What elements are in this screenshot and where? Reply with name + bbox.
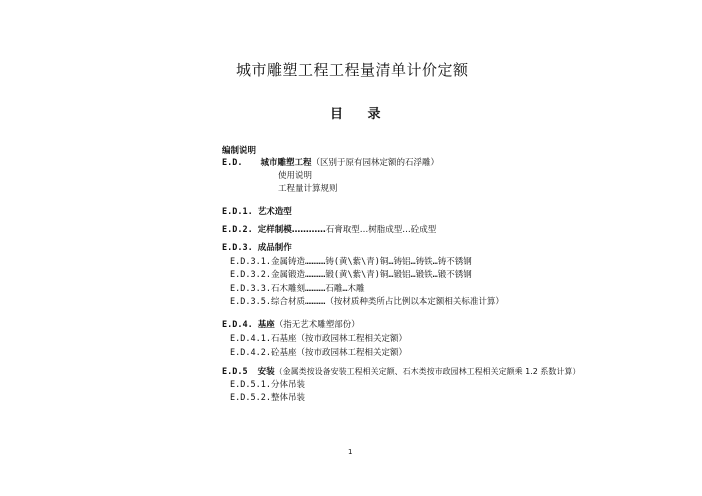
- toc-ed-sub-usage: 使用说明: [278, 171, 313, 181]
- toc-ed5-item: E.D.5.2.整体吊装: [230, 393, 305, 403]
- toc-ed-note: （区别于原有园林定额的石浮雕）: [311, 158, 440, 168]
- toc-ed3: [222, 243, 292, 254]
- toc-ed3-item: E.D.3.5.综合材质…………（按材质种类所占比例以本定额相关标准计算）: [230, 297, 504, 307]
- toc-ed-code: E.D.: [222, 158, 243, 168]
- toc-ed4-label: 基座: [257, 320, 275, 330]
- toc-ed3-item: E.D.3.2.金属锻造…………锻(黄\紫\青)铜…锻铝…锻铁…锻不锈钢: [230, 270, 472, 280]
- toc-ed2-detail: 石膏取型…树脂成型…砼成型: [325, 225, 437, 235]
- toc-heading: 目 录: [330, 107, 391, 122]
- toc-ed5: [222, 366, 580, 378]
- document-title: 城市雕塑工程工程量清单计价定额: [236, 61, 469, 79]
- toc-ed4-item: E.D.4.1.石基座（按市政园林工程相关定额）: [230, 334, 407, 344]
- toc-ed5-note: （金属类按设备安装工程相关定额、石木类按市政园林工程相关定额乘 1.2 系数计算）: [274, 367, 581, 376]
- toc-ed5-code: E.D.5: [222, 367, 248, 377]
- toc-ed3-item: E.D.3.3.石木雕刻…………石雕…木雕: [230, 284, 365, 294]
- toc-ed4-note: （指无艺术雕塑部份）: [274, 320, 360, 330]
- toc-ed2: [222, 225, 436, 236]
- toc-ed4: [222, 320, 360, 331]
- toc-ed1: [222, 207, 292, 218]
- toc-ed-label: 城市雕塑工程: [260, 158, 312, 168]
- toc-ed3-item: E.D.3.1.金属铸造…………铸(黄\紫\青)铜…铸铝…铸铁…铸不锈钢: [230, 257, 472, 267]
- toc-ed2-label: 定样制模…………: [257, 225, 326, 235]
- toc-ed1-code: E.D.1.: [222, 207, 253, 217]
- toc-ed4-item: E.D.4.2.砼基座（按市政园林工程相关定额）: [230, 348, 407, 358]
- toc-ed5-label: 安装: [257, 367, 275, 377]
- toc-ed3-label: 成品制作: [257, 243, 292, 253]
- toc-ed3-code: E.D.3.: [222, 243, 253, 253]
- page-number: 1: [348, 448, 353, 456]
- toc-ed5-item: E.D.5.1.分体吊装: [230, 380, 305, 390]
- toc-ed-sub-rules: 工程量计算规则: [278, 184, 338, 194]
- toc-ed1-label: 艺术造型: [257, 207, 292, 217]
- toc-ed: [222, 158, 439, 169]
- toc-ed4-code: E.D.4.: [222, 320, 253, 330]
- toc-ed2-code: E.D.2.: [222, 225, 253, 235]
- toc-intro: 编制说明: [222, 146, 257, 156]
